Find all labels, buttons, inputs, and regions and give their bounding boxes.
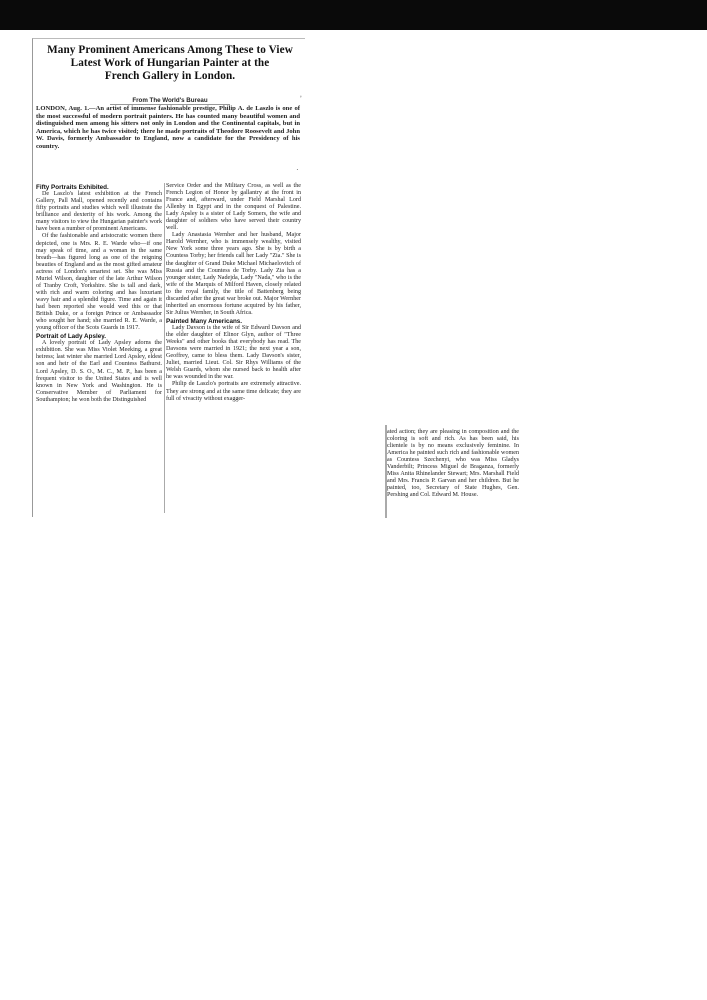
paragraph: A lovely portrait of Lady Apsley adorns the exhibition. She was Miss Violet Meeking, a great heiress; last winter she married Lord Apsley, eldest son and heir of the Earl and Countess Bathurst. Lord Apsley, D. S. O., M. C., M. P., has been a frequent visitor to the United States and is well known in New York and Washington. He is Conservative Member of Parliament for Southampton; he won both the Distinguished bbox=[36, 340, 162, 403]
paragraph: Philip de Laszlo's portraits are extremely attractive. They are strong and at the same time delicate; they are full of vivacity without exagger- bbox=[166, 381, 301, 402]
paragraph: Of the fashionable and aristocratic women there depicted, one is Mrs. R. E. Warde who—if one may speak of time, and a woman in the same breath—has figured long as one of the reigning beauties of England and as the most gifted amateur actress of London's smartest set. She was Miss Muriel Wilson, daughter of the late Arthur Wilson of Tranby Croft, Yorkshire. She is tall and dark, with rich and warm coloring and has luxuriant wavy hair and a splendid figure. Time and again it had been reported she would wed this or that British Duke, or a foreign Prince or Ambassador who sought her hand; she married R. E. Warde, a young officer of the Scots Guards in 1917. bbox=[36, 233, 162, 332]
paragraph: De Laszlo's latest exhibition at the French Gallery, Pall Mall, opened recently and contains fifty portraits and studies which well illustrate the brilliance and dexterity of his work. Among the many visitors to view the Hungarian painter's work have been a number of prominent Americans. bbox=[36, 191, 162, 233]
paragraph: Lady Anastasia Wernher and her husband, Major Harold Wernher, who is immensely wealthy, visited New York some three years ago. She is by birth a Countess Torby; her friends call her Lady "Zia." She is the daughter of Grand Duke Michael Michaelovitch of Russia and the Countess de Torby. Lady Zia has a younger sister, Lady Nadejda, Lady "Nada," who is the wife of the Marquis of Milford Haven, closely related to the royal family, the title of Battenberg being discarded after the great war broke out. Major Wernher inherited an enormous fortune acquired by his father, Sir Julius Wernher, in South Africa. bbox=[166, 232, 301, 316]
column-2 bbox=[166, 183, 301, 403]
paragraph: Service Order and the Military Cross, as well as the French Legion of Honor by gallantry at the front in France and, afterward, under Field Marshal Lord Allenby in Egypt and in the conquest of Palestine. Lady Apsley is a sister of Lady Somers, the wife and daughter of soldiers who have served their country well. bbox=[166, 183, 301, 232]
scanner-black-border bbox=[0, 0, 707, 30]
column-1 bbox=[36, 183, 162, 404]
margin-mark: ʼ bbox=[300, 95, 302, 104]
column-divider bbox=[164, 183, 165, 513]
paragraph: Lady Davson is the wife of Sir Edward Davson and the elder daughter of Elinor Glyn, author of "Three Weeks" and other books that everybody has read. The Davsons were married in 1921; the next year a son, Geoffrey, came to bless them. Lady Davson's sister, Juliet, married Lieut. Col. Sir Rhys Williams of the Welsh Guards, whom she nursed back to health after he was wounded in the war. bbox=[166, 325, 301, 381]
article-headline: Many Prominent Americans Among These to View Latest Work of Hungarian Painter at the French Gallery in London. bbox=[47, 44, 293, 82]
subheading-lady-apsley: Portrait of Lady Apsley. bbox=[36, 333, 106, 341]
bureau-line: From The World's Bureau bbox=[132, 97, 208, 104]
subheading-fifty-portraits: Fifty Portraits Exhibited. bbox=[36, 184, 109, 191]
column-3 bbox=[387, 429, 519, 499]
margin-mark: · bbox=[296, 165, 299, 174]
paragraph: ated action; they are pleasing in composition and the coloring is soft and rich. As has been said, his clientele is by no means exclusively feminine. In America he painted such rich and fashionable women as Countess Szechenyi, who was Miss Gladys Vanderbilt; Princess Miguel de Braganza, formerly Miss Anita Rhinelander Stewart; Mrs. Marshall Field and Mrs. Francis P. Garvan and her children. But he painted, too, Secretary of State Hughes, Gen. Pershing and Col. Edward M. House. bbox=[387, 429, 519, 499]
lead-paragraph: LONDON, Aug. 1.—An artist of immense fashionable prestige, Philip A. de Laszlo is one of the most successful of modern portrait painters. He has counted many beautiful women and distinguished men among his sitters not only in London and the Continental capitals, but in America, which he has twice visited; there he made portraits of Theodore Roosevelt and John W. Davis, formerly Ambassador to England, now a candidate for the Presidency of his country. bbox=[36, 105, 300, 150]
subheading-painted-americans: Painted Many Americans. bbox=[166, 317, 243, 325]
